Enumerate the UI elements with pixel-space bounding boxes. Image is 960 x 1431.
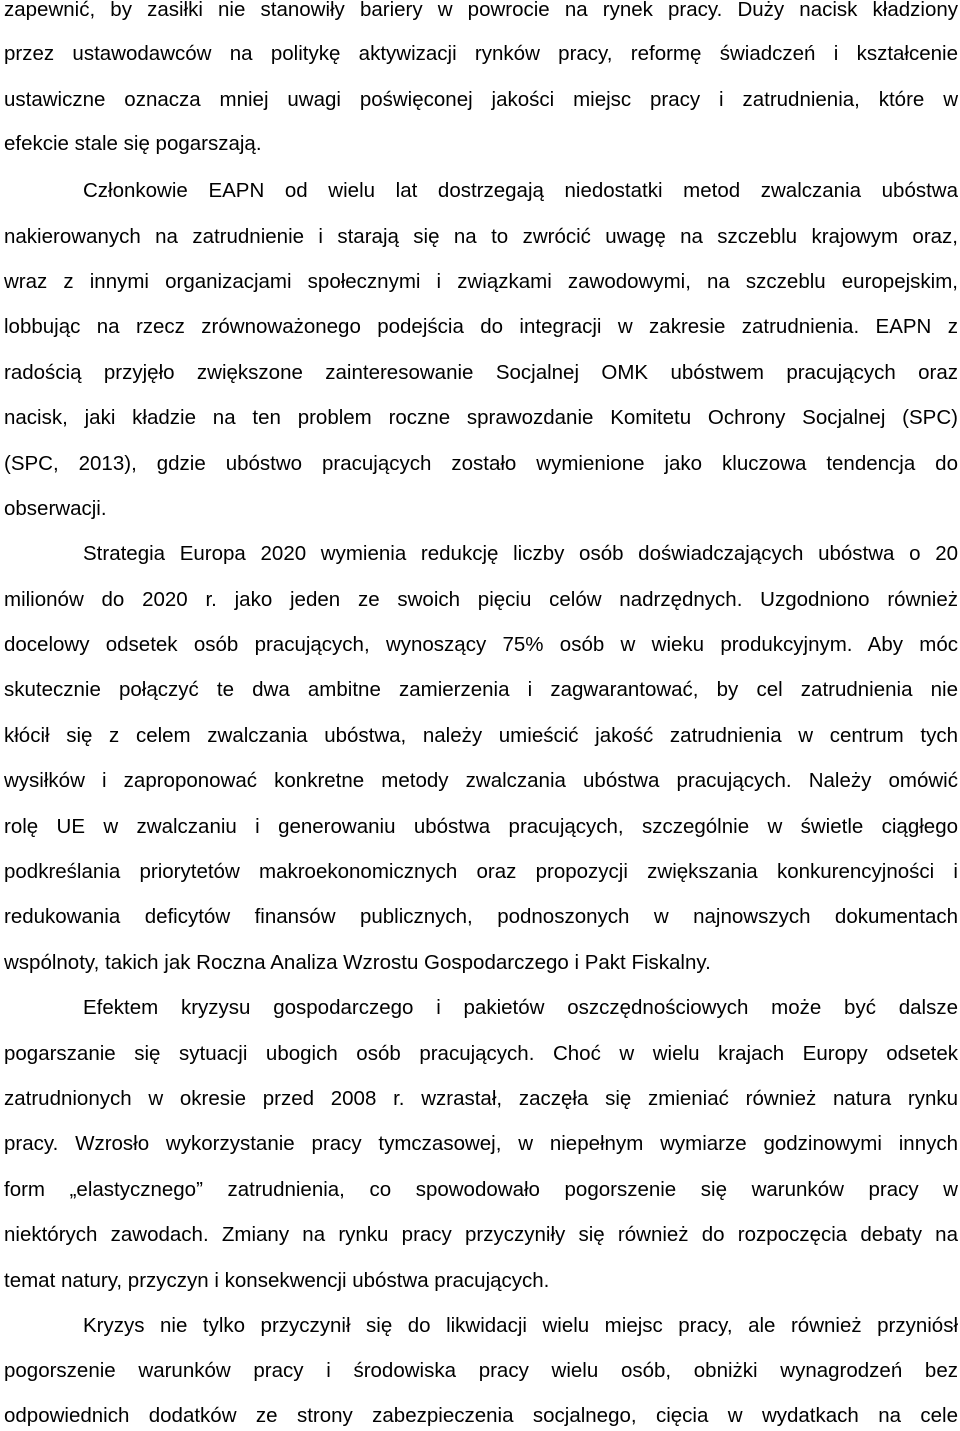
text-line: pracy. Wzrosło wykorzystanie pracy tymczasowej, w niepełnym wymiarze godzinowymi innych xyxy=(4,1132,958,1155)
text-line: przez ustawodawców na politykę aktywizacji rynków pracy, reformę świadczeń i kształcenie xyxy=(4,42,958,65)
text-line: Strategia Europa 2020 wymienia redukcję liczby osób doświadczających ubóstwa o 20 xyxy=(83,542,958,565)
text-line: Efektem kryzysu gospodarczego i pakietów oszczędnościowych może być dalsze xyxy=(83,996,958,1019)
text-line: ustawiczne oznacza mniej uwagi poświęconej jakości miejsc pracy i zatrudnienia, które w xyxy=(4,88,958,111)
text-line: docelowy odsetek osób pracujących, wynoszący 75% osób w wieku produkcyjnym. Aby móc xyxy=(4,633,958,656)
text-line: pogarszanie się sytuacji ubogich osób pracujących. Choć w wielu krajach Europy odsetek xyxy=(4,1042,958,1065)
text-line: nacisk, jaki kładzie na ten problem roczne sprawozdanie Komitetu Ochrony Socjalnej (SPC) xyxy=(4,406,958,429)
text-line: rolę UE w zwalczaniu i generowaniu ubóstwa pracujących, szczególnie w świetle ciągłego xyxy=(4,815,958,838)
text-line: wraz z innymi organizacjami społecznymi i związkami zawodowymi, na szczeblu europejskim, xyxy=(4,270,958,293)
text-line: (SPC, 2013), gdzie ubóstwo pracujących zostało wymienione jako kluczowa tendencja do xyxy=(4,452,958,475)
text-line: milionów do 2020 r. jako jeden ze swoich pięciu celów nadrzędnych. Uzgodniono również xyxy=(4,588,958,611)
text-line: skutecznie połączyć te dwa ambitne zamierzenia i zagwarantować, by cel zatrudnienia nie xyxy=(4,678,958,701)
text-line: efekcie stale się pogarszają. xyxy=(4,132,262,155)
text-line: wspólnoty, takich jak Roczna Analiza Wzrostu Gospodarczego i Pakt Fiskalny. xyxy=(4,951,711,974)
text-line: pogorszenie warunków pracy i środowiska pracy wielu osób, obniżki wynagrodzeń bez xyxy=(4,1359,958,1382)
text-line: zatrudnionych w okresie przed 2008 r. wzrastał, zaczęła się zmieniać również natura rynku xyxy=(4,1087,958,1110)
text-line: obserwacji. xyxy=(4,497,107,520)
text-line: kłócił się z celem zwalczania ubóstwa, należy umieścić jakość zatrudnienia w centrum tych xyxy=(4,724,958,747)
text-line: lobbując na rzecz zrównoważonego podejścia do integracji w zakresie zatrudnienia. EAPN z xyxy=(4,315,958,338)
text-line: temat natury, przyczyn i konsekwencji ubóstwa pracujących. xyxy=(4,1269,550,1292)
text-line: nakierowanych na zatrudnienie i starają się na to zwrócić uwagę na szczeblu krajowym oraz, xyxy=(4,225,958,248)
text-line: podkreślania priorytetów makroekonomicznych oraz propozycji zwiększania konkurencyjności i xyxy=(4,860,958,883)
text-line: Kryzys nie tylko przyczynił się do likwidacji wielu miejsc pracy, ale również przyniósł xyxy=(83,1314,958,1337)
text-line: zapewnić, by zasiłki nie stanowiły bariery w powrocie na rynek pracy. Duży nacisk kładziony xyxy=(4,0,958,21)
text-line: Członkowie EAPN od wielu lat dostrzegają niedostatki metod zwalczania ubóstwa xyxy=(83,179,958,202)
text-line: niektórych zawodach. Zmiany na rynku pracy przyczyniły się również do rozpoczęcia debaty na xyxy=(4,1223,958,1246)
text-line: redukowania deficytów finansów publicznych, podnoszonych w najnowszych dokumentach xyxy=(4,905,958,928)
text-line: odpowiednich dodatków ze strony zabezpieczenia socjalnego, cięcia w wydatkach na cele xyxy=(4,1404,958,1427)
text-line: wysiłków i zaproponować konkretne metody zwalczania ubóstwa pracujących. Należy omówić xyxy=(4,769,958,792)
text-line: radością przyjęło zwiększone zainteresowanie Socjalnej OMK ubóstwem pracujących oraz xyxy=(4,361,958,384)
text-line: form „elastycznego” zatrudnienia, co spowodowało pogorszenie się warunków pracy w xyxy=(4,1178,958,1201)
